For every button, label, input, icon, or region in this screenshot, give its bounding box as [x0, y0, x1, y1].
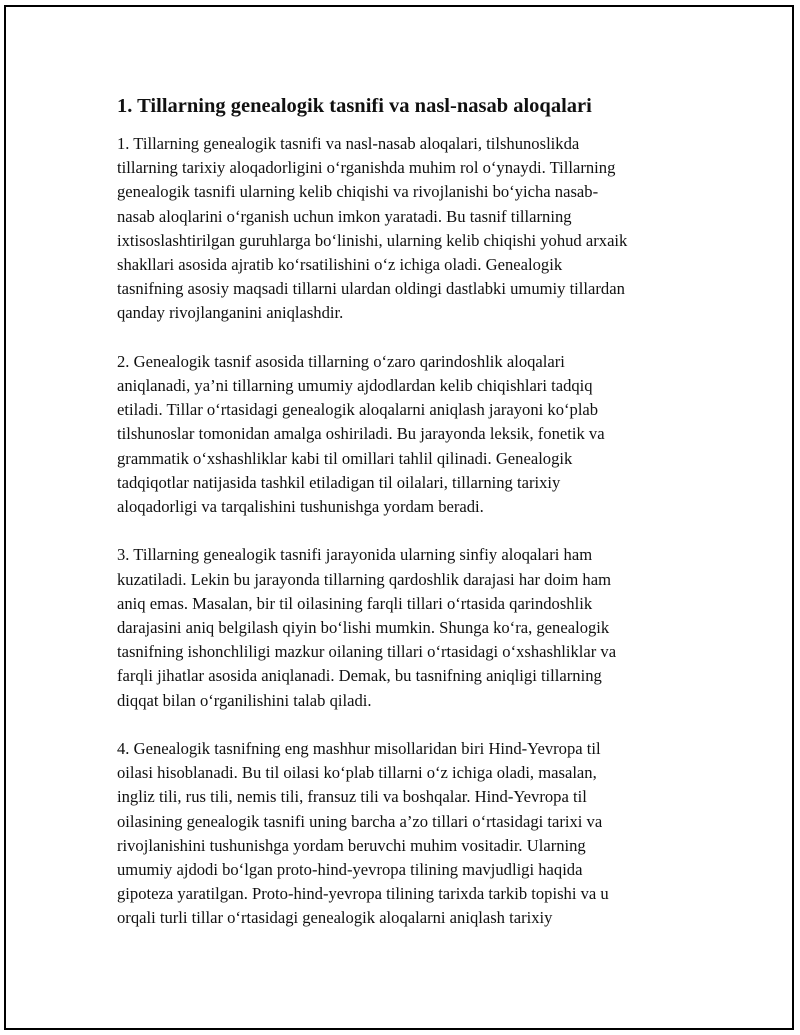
- paragraph-4: 4. Genealogik tasnifning eng mashhur misollaridan biri Hind-Yevropa til oilasi hisoblanadi. Bu til oilasi ko‘plab tillarni o‘z ichiga oladi, masalan, ingliz tili, rus tili, nemis tili, fransuz tili va boshqalar. Hind-Yevropa til oilasining genealogik tasnifi uning barcha a’zo tillari o‘rtasidagi tarixi va rivojlanishini tushunishga yordam beruvchi muhim vositadir. Ularning umumiy ajdodi bo‘lgan proto-hind-yevropa tilining mavjudligi haqida gipoteza yaratilgan. Proto-hind-yevropa tilining tarixda tarkib topishi va u orqali turli tillar o‘rtasidagi genealogik aloqalarni aniqlash tarixiy: [117, 739, 609, 928]
- paragraph-3: 3. Tillarning genealogik tasnifi jarayonida ularning sinfiy aloqalari ham kuzatiladi. Lekin bu jarayonda tillarning qardoshlik darajasi har doim ham aniq emas. Masalan, bir til oilasining farqli tillari o‘rtasida qarindoshlik darajasini aniq belgilash qiyin bo‘lishi mumkin. Shunga ko‘ra, genealogik tasnifning ishonchliligi mazkur oilaning tillari o‘rtasidagi o‘xshashliklar va farqli jihatlar asosida aniqlanadi. Demak, bu tasnifning aniqligi tillarning diqqat bilan o‘rganilishini talab qiladi.: [117, 545, 617, 710]
- paragraph-2: 2. Genealogik tasnif asosida tillarning o‘zaro qarindoshlik aloqalari aniqlanadi, ya’ni tillarning umumiy ajdodlardan kelib chiqishlari tadqiq etiladi. Tillar o‘rtasidagi genealogik aloqalarni aniqlash jarayoni ko‘plab tilshunoslar tomonidan amalga oshiriladi. Bu jarayonda leksik, fonetik va grammatik o‘xshashliklar kabi til omillari tahlil qilinadi. Genealogik tadqiqotlar natijasida tashkil etiladigan til oilalari, tillarning tarixiy aloqadorligi va tarqalishini tushunishga yordam beradi.: [117, 351, 605, 517]
- document-title: 1. Tillarning genealogik tasnifi va nasl-nasab aloqalari: [117, 95, 592, 117]
- paragraph-1: 1. Tillarning genealogik tasnifi va nasl-nasab aloqalari, tilshunoslikda tillarning tarixiy aloqadorligini o‘rganishda muhim rol o‘ynaydi. Tillarning genealogik tasnifi ularning kelib chiqishi va rivojlanishi bo‘yicha nasab- nasab aloqlarini o‘rganish uchun imkon yaratadi. Bu tasnif tillarning ixtisoslashtirilgan guruhlarga bo‘linishi, ularning kelib chiqishi yohud arxaik shakllari asosida ajratib ko‘rsatilishini o‘z ichiga oladi. Genealogik tasnifning asosiy maqsadi tillarni ulardan oldingi dastlabki umumiy tillardan qanday rivojlanganini aniqlashdir.: [117, 134, 628, 323]
- document-body: [117, 93, 687, 955]
